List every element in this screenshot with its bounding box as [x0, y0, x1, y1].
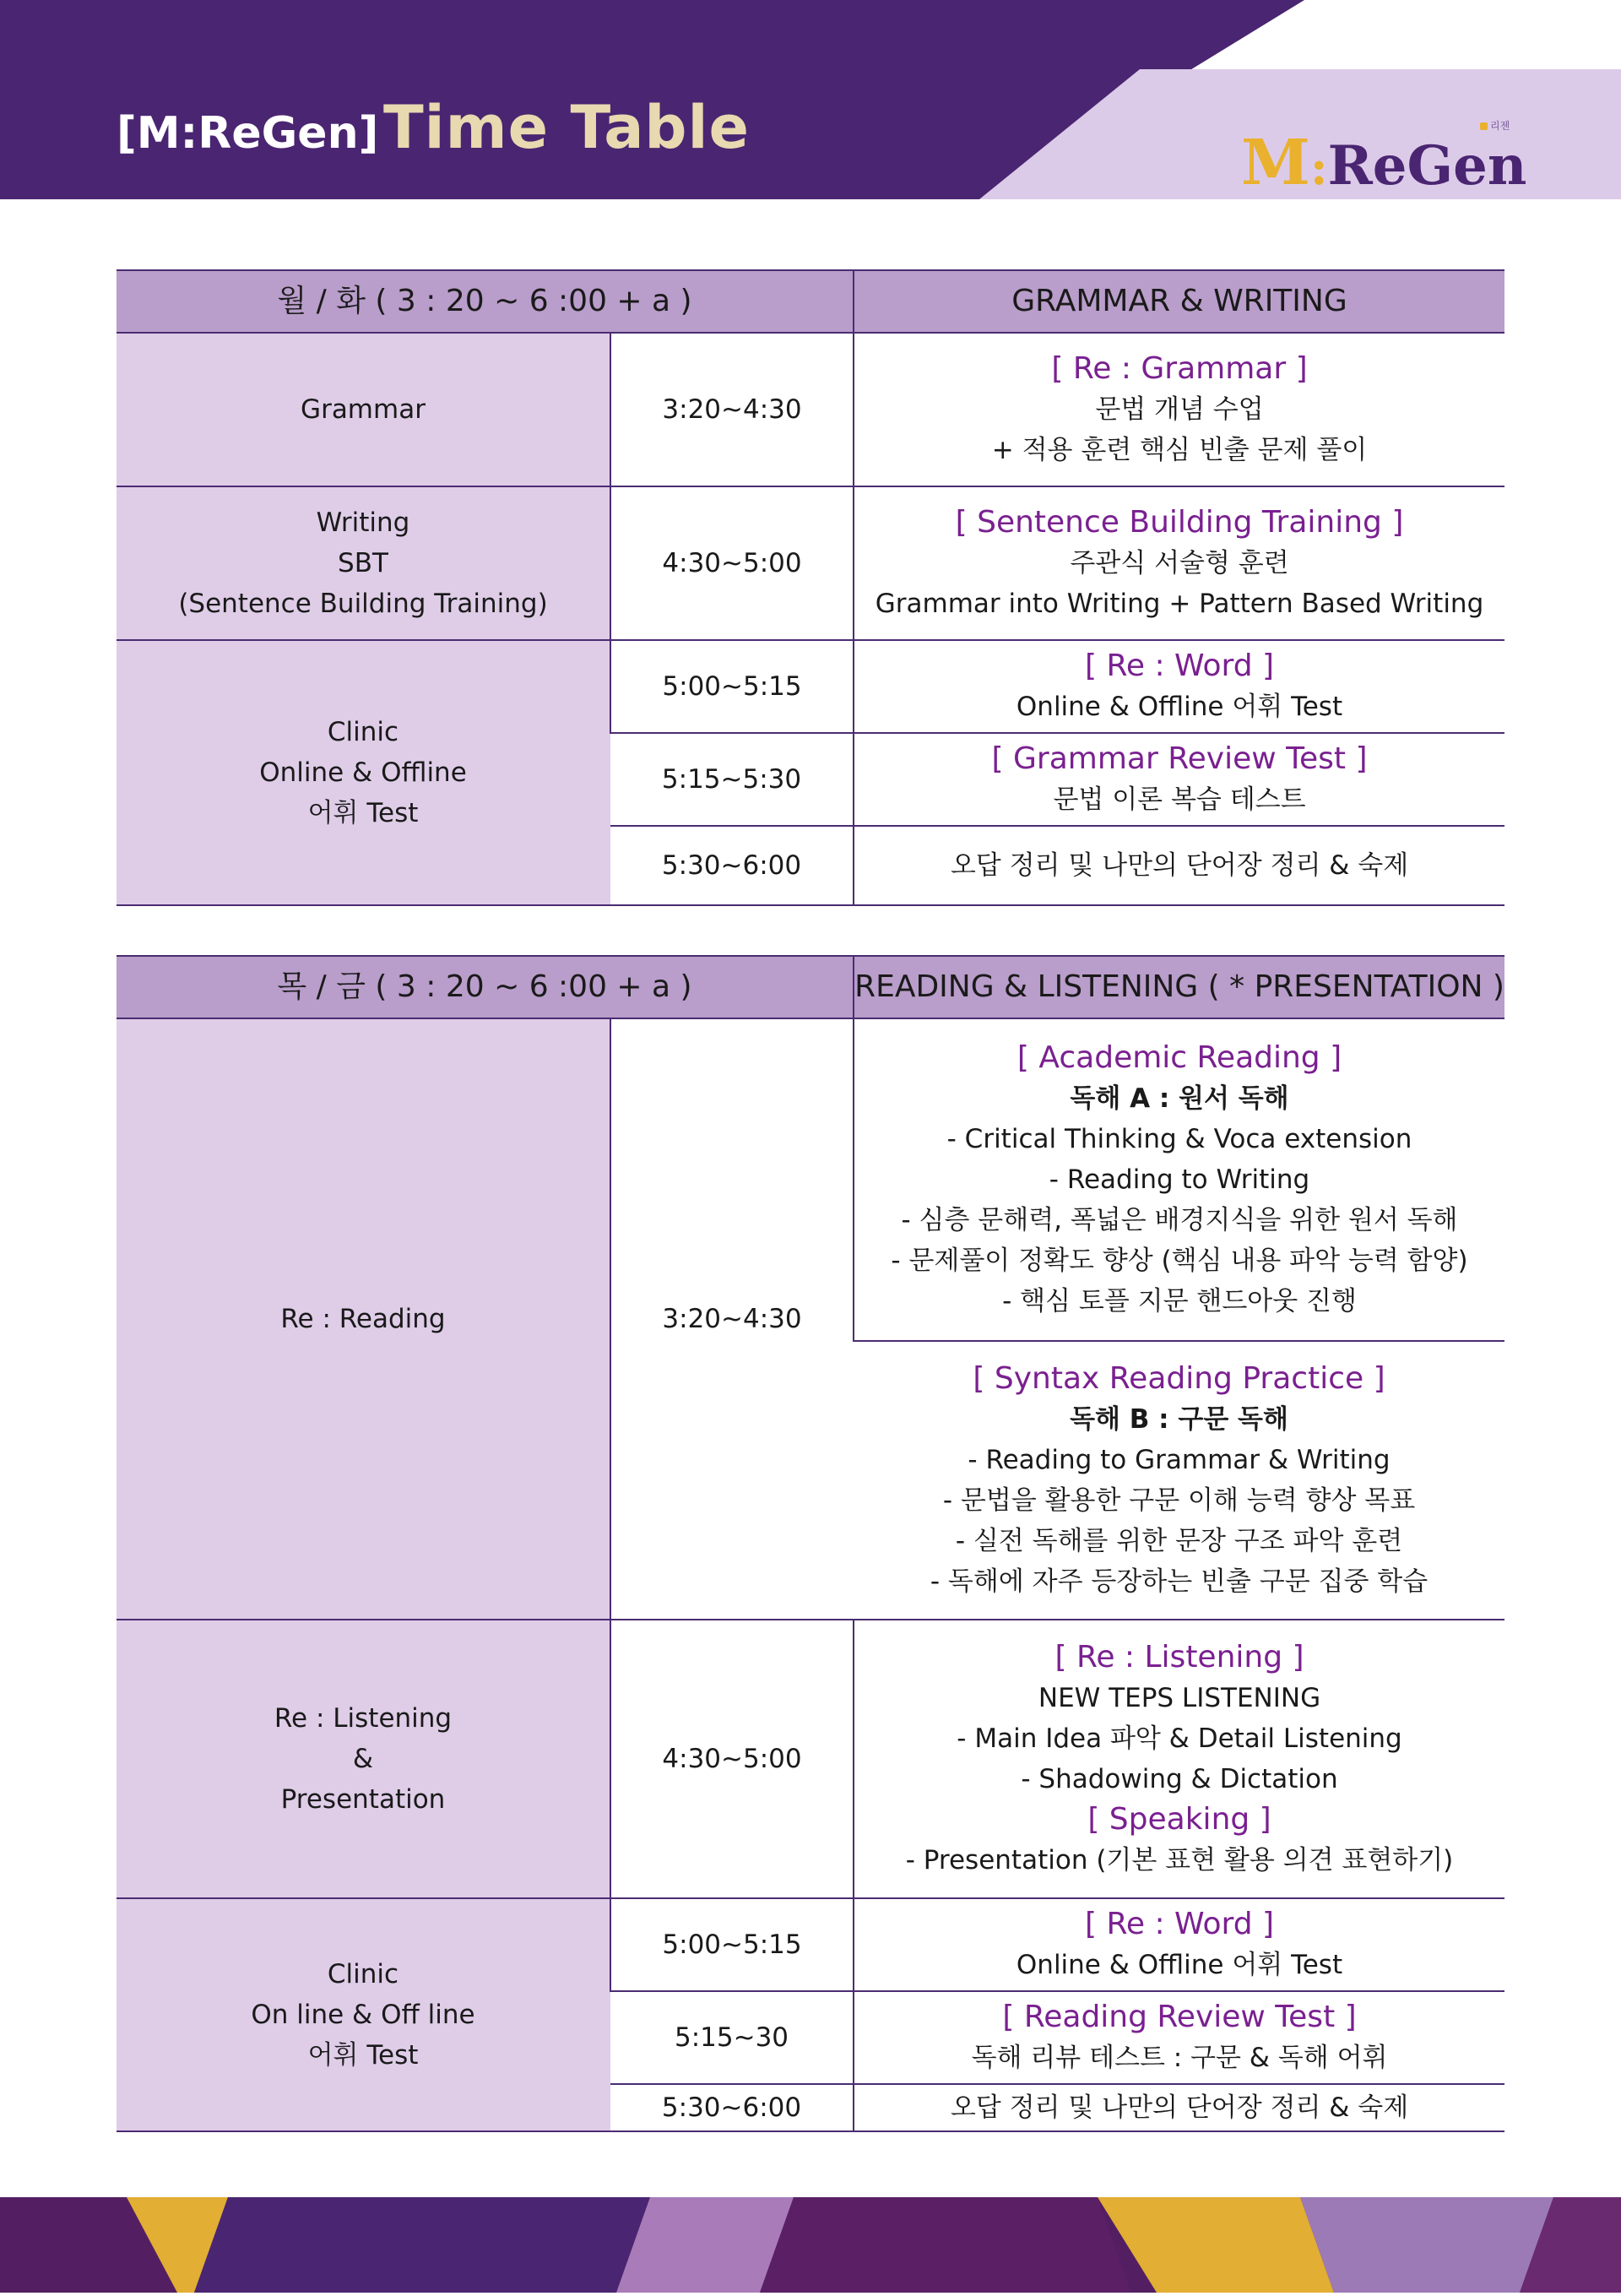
content-cell: [ Re : Grammar ] 문법 개념 수업 + 적용 훈련 핵심 빈출 문제 풀이	[854, 333, 1504, 486]
timetable-thu-fri	[117, 955, 1504, 2132]
time-cell: 3:20~4:30	[610, 1018, 854, 1620]
logo-small-text: 리젠	[1480, 118, 1510, 133]
title-bracket: [M:ReGen]	[117, 108, 379, 159]
time-cell: 5:00~5:15	[610, 1898, 854, 1991]
course-title: [ Sentence Building Training ]	[955, 505, 1404, 540]
time-cell: 5:15~5:30	[610, 733, 854, 826]
logo-m: M	[1241, 127, 1310, 199]
header-day-time: 목 / 금 ( 3 : 20 ~ 6 :00 + a )	[117, 956, 854, 1018]
time-cell: 4:30~5:00	[610, 486, 854, 640]
table-row	[117, 640, 1504, 733]
logo-colon: :	[1309, 140, 1328, 196]
logo-rest: ReGen	[1327, 134, 1527, 198]
table-row	[117, 1018, 1504, 1341]
content-cell: [ Academic Reading ] 독해 A : 원서 독해 - Critical Thinking & Voca extension - Reading to Writing - 심층 문해력, 폭넓은 배경지식을 위한 원서 독해 - 문제풀이 정확도 향상 (핵심 내용 파악 능력 함양) - 핵심 토플 지문 핸드아웃 진행	[854, 1018, 1504, 1341]
content-cell: [ Syntax Reading Practice ] 독해 B : 구문 독해 - Reading to Grammar & Writing - 문법을 활용한 구문 이해 능력 향상 목표 - 실전 독해를 위한 문장 구조 파악 훈련 - 독해에 자주 등장하는 빈출 구문 집중 학습	[854, 1341, 1504, 1620]
content-cell: 오답 정리 및 나만의 단어장 정리 & 숙제	[854, 2084, 1504, 2131]
time-cell: 3:20~4:30	[610, 333, 854, 486]
page-title	[117, 93, 750, 162]
subject-cell: Re : Reading	[117, 1018, 610, 1620]
content-cell: [ Re : Word ] Online & Offline 어휘 Test	[854, 640, 1504, 733]
content-cell: [ Reading Review Test ] 독해 리뷰 테스트 : 구문 & 독해 어휘	[854, 1991, 1504, 2084]
content-cell: [ Sentence Building Training ] 주관식 서술형 훈련 Grammar into Writing + Pattern Based Writing	[854, 486, 1504, 640]
time-cell: 4:30~5:00	[610, 1620, 854, 1898]
course-title: [ Re : Word ]	[1084, 649, 1275, 683]
course-subtitle: 독해 A : 원서 독해	[1070, 1083, 1289, 1114]
content-cell: [ Re : Word ] Online & Offline 어휘 Test	[854, 1898, 1504, 1991]
content-cell: 오답 정리 및 나만의 단어장 정리 & 숙제	[854, 826, 1504, 905]
subject-cell: Re : Listening & Presentation	[117, 1620, 610, 1898]
course-title: [ Academic Reading ]	[1017, 1040, 1342, 1075]
content-cell: [ Re : Listening ] NEW TEPS LISTENING - Main Idea 파악 & Detail Listening - Shadowing & Dictation [ Speaking ] - Presentation (기본 표현 활용 의견 표현하기)	[854, 1620, 1504, 1898]
content-cell: [ Grammar Review Test ] 문법 이론 복습 테스트	[854, 733, 1504, 826]
header-course: GRAMMAR & WRITING	[854, 270, 1504, 333]
subject-cell: Writing SBT (Sentence Building Training)	[117, 486, 610, 640]
time-cell: 5:15~30	[610, 1991, 854, 2084]
timetable-mon-tue	[117, 269, 1504, 906]
course-title-2: [ Speaking ]	[1087, 1802, 1271, 1837]
course-title: [ Re : Listening ]	[1054, 1640, 1304, 1675]
table-row	[117, 1898, 1504, 1991]
header-banner	[0, 0, 1621, 199]
footer-background	[0, 2197, 1621, 2293]
course-title: [ Re : Grammar ]	[1051, 351, 1308, 386]
table-row	[117, 1620, 1504, 1898]
table-row	[117, 486, 1504, 640]
table-header-row	[117, 956, 1504, 1018]
time-cell: 5:30~6:00	[610, 2084, 854, 2131]
header-day-time: 월 / 화 ( 3 : 20 ~ 6 :00 + a )	[117, 270, 854, 333]
table-row	[117, 333, 1504, 486]
time-cell: 5:00~5:15	[610, 640, 854, 733]
time-cell: 5:30~6:00	[610, 826, 854, 905]
table-header-row	[117, 270, 1504, 333]
course-title: [ Reading Review Test ]	[1002, 2000, 1357, 2034]
course-title: [ Syntax Reading Practice ]	[973, 1361, 1385, 1396]
course-title: [ Re : Word ]	[1084, 1907, 1275, 1941]
footer-stripes	[0, 2197, 1621, 2293]
subject-cell: Grammar	[117, 333, 610, 486]
brand-logo	[1241, 120, 1527, 199]
subject-cell: Clinic Online & Offline 어휘 Test	[117, 640, 610, 905]
subject-cell: Clinic On line & Off line 어휘 Test	[117, 1898, 610, 2131]
course-subtitle: 독해 B : 구문 독해	[1070, 1404, 1288, 1435]
title-main: Time Table	[382, 93, 751, 162]
course-title: [ Grammar Review Test ]	[991, 741, 1368, 776]
header-course: READING & LISTENING ( * PRESENTATION )	[854, 956, 1504, 1018]
